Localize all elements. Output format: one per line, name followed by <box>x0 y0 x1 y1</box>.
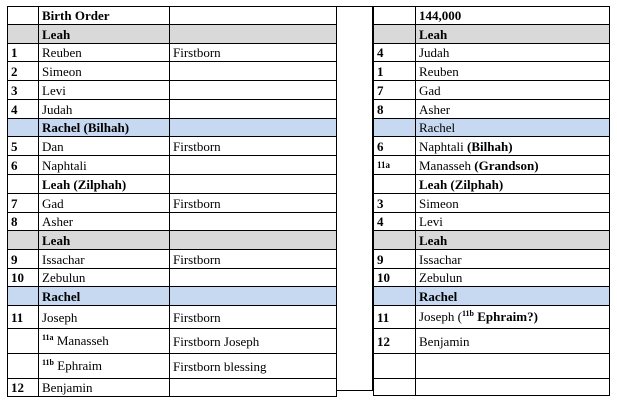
row-number: 7 <box>8 194 39 213</box>
tribe-name-text: Levi <box>419 214 443 229</box>
table-row <box>8 250 337 269</box>
tribe-note <box>170 213 337 231</box>
table-row <box>374 306 610 329</box>
divider-cell <box>337 227 373 246</box>
divider-cell <box>337 324 373 349</box>
tribe-name <box>416 213 610 231</box>
tribe-name-text: Naphtali <box>419 138 468 154</box>
row-number: 5 <box>8 137 39 156</box>
144000-table <box>373 6 610 396</box>
group-row <box>8 175 337 194</box>
group-label: Leah <box>39 25 170 44</box>
tribe-name-text: Gad <box>419 82 441 98</box>
tribe-name <box>416 269 610 287</box>
group-row <box>374 25 610 44</box>
divider-row <box>337 246 373 265</box>
group-label: Leah <box>39 231 170 250</box>
tribe-name: Dan <box>39 137 170 156</box>
tribe-name-text: Manasseh <box>419 157 475 173</box>
group-num-cell <box>374 287 416 306</box>
group-row <box>374 231 610 250</box>
tribe-name: Benjamin <box>39 379 170 397</box>
divider-cell <box>337 43 373 60</box>
header-note-cell <box>170 7 337 25</box>
group-row <box>374 175 610 194</box>
group-row <box>8 231 337 250</box>
row-number: 10 <box>374 269 416 287</box>
group-row <box>374 287 610 306</box>
row-number <box>8 329 39 354</box>
group-num-cell <box>8 175 39 194</box>
divider-row <box>337 324 373 349</box>
tribe-name-bold: (Grandson) <box>474 157 539 173</box>
table-row <box>8 62 337 81</box>
table-row <box>8 213 337 231</box>
row-number: 1 <box>374 62 416 81</box>
row-number: 2 <box>8 62 39 81</box>
tribe-name <box>416 44 610 62</box>
tribe-name: Levi <box>39 81 170 100</box>
group-row <box>8 119 337 137</box>
tribe-name <box>416 329 610 354</box>
divider-row <box>337 117 373 134</box>
group-label: Rachel <box>39 287 170 306</box>
divider-row <box>337 79 373 98</box>
divider-row <box>337 374 373 391</box>
divider-row <box>337 134 373 153</box>
table-row <box>8 44 337 62</box>
group-row <box>8 287 337 306</box>
superscript-label: 11a <box>42 332 54 342</box>
tribe-note <box>170 269 337 287</box>
header-title: 144,000 <box>416 7 610 25</box>
divider-cell <box>337 265 373 282</box>
header-row <box>374 7 610 25</box>
header-num-cell <box>8 7 39 25</box>
superscript-label: 11b <box>42 357 55 367</box>
row-number: 4 <box>8 100 39 119</box>
tribe-name-text: Zebulun <box>419 270 463 285</box>
tribe-name: Reuben <box>39 44 170 62</box>
divider-row <box>337 265 373 282</box>
table-row <box>374 156 610 175</box>
tribe-name: Judah <box>39 100 170 119</box>
divider-cell <box>337 98 373 117</box>
group-label: Leah <box>416 231 610 250</box>
divider-cell <box>337 60 373 79</box>
divider-cell <box>337 191 373 210</box>
tribe-name <box>416 81 610 100</box>
divider-cell <box>337 153 373 172</box>
group-label: Rachel <box>416 287 610 306</box>
divider-cell <box>337 172 373 191</box>
group-label: Leah (Zilphah) <box>39 175 170 194</box>
row-number: 4 <box>374 213 416 231</box>
divider-cell <box>337 79 373 98</box>
row-number: 6 <box>374 137 416 156</box>
divider-cell <box>337 282 373 301</box>
row-number: 9 <box>374 250 416 269</box>
table-row <box>374 354 610 379</box>
table-row <box>374 329 610 354</box>
table-row <box>8 81 337 100</box>
tribe-name <box>416 194 610 213</box>
superscript-label: 11b <box>461 308 474 318</box>
divider-row <box>337 172 373 191</box>
table-row <box>374 81 610 100</box>
tribe-name: Gad <box>39 194 170 213</box>
tribe-name-text: Asher <box>419 101 451 117</box>
row-number: 3 <box>374 194 416 213</box>
tribe-name <box>416 137 610 156</box>
tribe-note: Firstborn <box>170 194 337 213</box>
tribe-note <box>170 100 337 119</box>
row-number: 12 <box>8 379 39 397</box>
tribe-name-bold: (Bilhah) <box>467 138 513 154</box>
tribe-name-text: Benjamin <box>419 333 470 349</box>
divider-cell <box>337 246 373 265</box>
tribe-name-text: Issachar <box>419 251 462 267</box>
group-num-cell <box>374 231 416 250</box>
table-row <box>8 306 337 329</box>
group-num-cell <box>374 119 416 137</box>
tribe-note <box>170 81 337 100</box>
table-row <box>374 269 610 287</box>
divider-row <box>337 301 373 324</box>
row-number: 8 <box>8 213 39 231</box>
divider-row <box>337 153 373 172</box>
divider-row <box>337 349 373 374</box>
group-label: Leah <box>416 25 610 44</box>
tribe-name: Zebulun <box>39 269 170 287</box>
group-num-cell <box>374 175 416 194</box>
group-row <box>374 119 610 137</box>
tribe-name-bold: Ephraim?) <box>473 308 538 324</box>
header-title: Birth Order <box>39 7 170 25</box>
tribe-name: Naphtali <box>39 156 170 175</box>
group-note-cell <box>170 287 337 306</box>
table-row <box>374 250 610 269</box>
table-row <box>374 137 610 156</box>
divider-cell <box>337 134 373 153</box>
tribe-note <box>170 156 337 175</box>
table-row <box>374 379 610 396</box>
divider-cell <box>337 374 373 391</box>
tribe-name: Asher <box>39 213 170 231</box>
tribe-name-text: Simeon <box>419 195 459 211</box>
group-label: Rachel <box>416 119 610 137</box>
group-note-cell <box>170 231 337 250</box>
divider-row <box>337 98 373 117</box>
tribe-name-text: Ephraim <box>54 357 103 373</box>
divider-cell <box>337 7 373 24</box>
table-row <box>8 354 337 379</box>
row-number: 6 <box>8 156 39 175</box>
tribe-note <box>170 379 337 397</box>
tribe-name: Issachar <box>39 250 170 269</box>
table-divider-column <box>336 6 373 391</box>
row-number <box>8 354 39 379</box>
divider-row <box>337 191 373 210</box>
group-num-cell <box>8 25 39 44</box>
table-row <box>8 269 337 287</box>
birth-order-table <box>7 6 337 397</box>
table-row <box>8 100 337 119</box>
divider-cell <box>337 301 373 324</box>
divider-row <box>337 60 373 79</box>
group-note-cell <box>170 175 337 194</box>
table-row <box>8 156 337 175</box>
row-number: 11 <box>8 306 39 329</box>
tribe-name-text: Joseph ( <box>419 308 462 324</box>
tribe-name: Joseph <box>39 306 170 329</box>
group-num-cell <box>8 119 39 137</box>
tribe-name <box>416 250 610 269</box>
divider-row <box>337 7 373 24</box>
table-row <box>374 100 610 119</box>
tribe-name <box>416 306 610 329</box>
divider-row <box>337 24 373 43</box>
tribe-note <box>170 62 337 81</box>
row-number: 7 <box>374 81 416 100</box>
group-num-cell <box>8 287 39 306</box>
group-label: Leah (Zilphah) <box>416 175 610 194</box>
row-number: 3 <box>8 81 39 100</box>
divider-row <box>337 43 373 60</box>
tribe-name: Simeon <box>39 62 170 81</box>
divider-row <box>337 210 373 227</box>
tribe-name <box>416 156 610 175</box>
tribe-note: Firstborn blessing <box>170 354 337 379</box>
tribe-name-text: Judah <box>419 45 450 60</box>
row-number: 4 <box>374 44 416 62</box>
tribe-name <box>416 62 610 81</box>
row-number: 10 <box>8 269 39 287</box>
table-row <box>8 379 337 397</box>
tribe-note: Firstborn <box>170 306 337 329</box>
row-number: 8 <box>374 100 416 119</box>
header-num-cell <box>374 7 416 25</box>
divider-row <box>337 227 373 246</box>
tribe-name <box>39 354 170 379</box>
tribe-name-text: Reuben <box>419 63 459 79</box>
tribe-note: Firstborn Joseph <box>170 329 337 354</box>
divider-cell <box>337 117 373 134</box>
table-row <box>8 137 337 156</box>
table-row <box>8 329 337 354</box>
group-note-cell <box>170 119 337 137</box>
table-row <box>374 194 610 213</box>
group-num-cell <box>374 25 416 44</box>
tribe-name <box>416 354 610 379</box>
table-row <box>374 62 610 81</box>
header-row <box>8 7 337 25</box>
table-row <box>374 44 610 62</box>
tribe-note: Firstborn <box>170 250 337 269</box>
divider-cell <box>337 210 373 227</box>
table-row <box>8 194 337 213</box>
tribe-name-text: Manasseh <box>53 332 109 348</box>
row-number: 12 <box>374 329 416 354</box>
group-row <box>8 25 337 44</box>
row-number: 1 <box>8 44 39 62</box>
tribe-note: Firstborn <box>170 44 337 62</box>
row-number: 11a <box>374 156 416 175</box>
tribe-name <box>39 329 170 354</box>
row-number: 11 <box>374 306 416 329</box>
tribe-note: Firstborn <box>170 137 337 156</box>
divider-row <box>337 282 373 301</box>
divider-cell <box>337 24 373 43</box>
divider-cell <box>337 349 373 374</box>
row-number <box>374 379 416 396</box>
tribe-name <box>416 100 610 119</box>
tribe-name <box>416 379 610 396</box>
group-num-cell <box>8 231 39 250</box>
group-label: Rachel (Bilhah) <box>39 119 170 137</box>
row-number: 9 <box>8 250 39 269</box>
row-number <box>374 354 416 379</box>
group-note-cell <box>170 25 337 44</box>
table-row <box>374 213 610 231</box>
